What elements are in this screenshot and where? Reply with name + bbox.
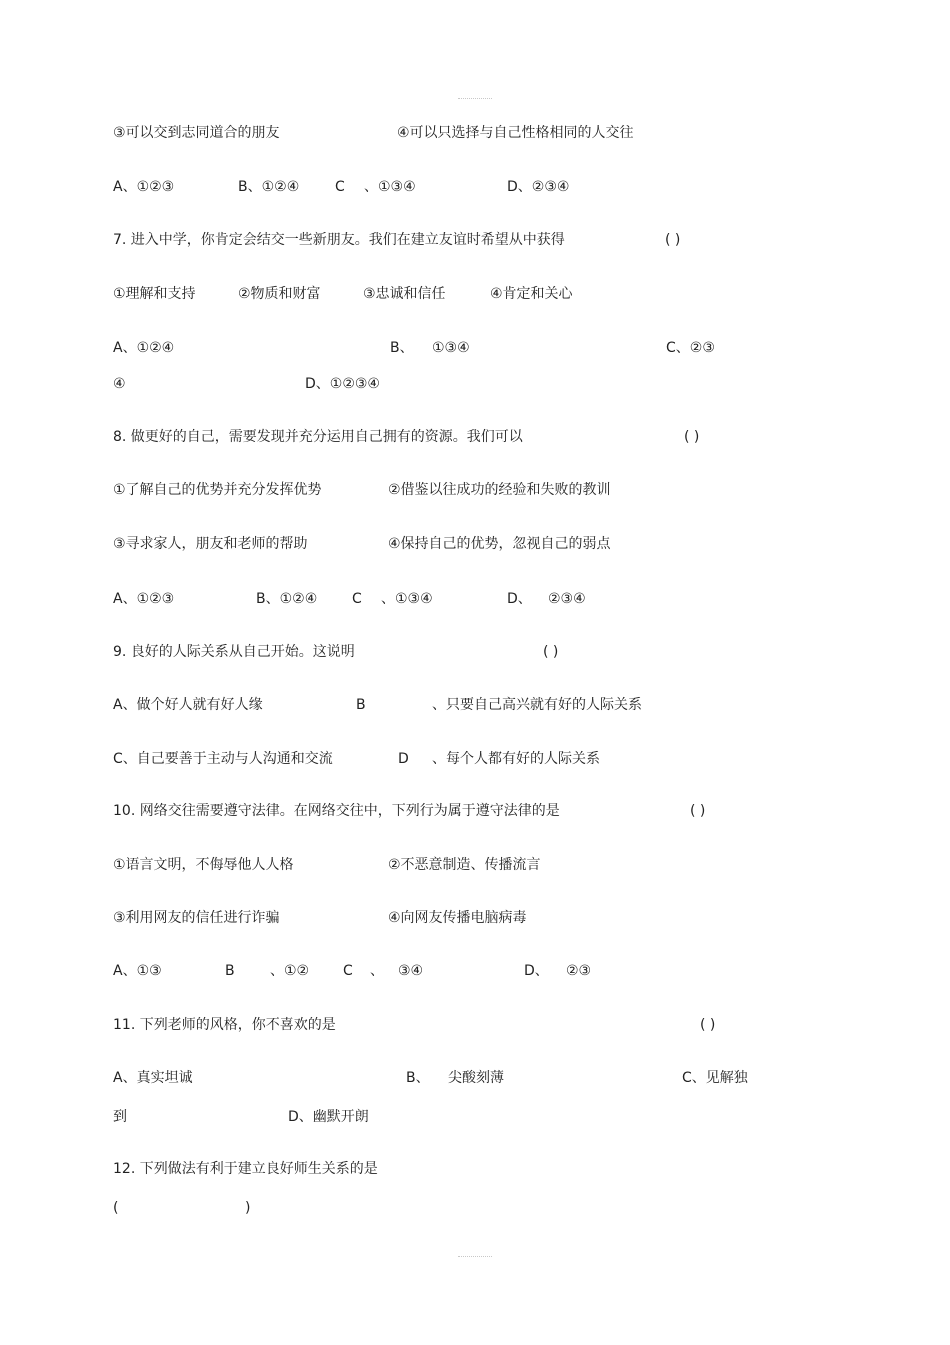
q12-paren-open: ( xyxy=(113,1200,119,1216)
q6-choice-a: A、①②③ xyxy=(113,179,175,195)
q10-option-4: ④向网友传播电脑病毒 xyxy=(388,910,527,926)
q9-choice-c: C、自己要善于主动与人沟通和交流 xyxy=(113,751,333,767)
q7-choice-d: D、①②③④ xyxy=(305,376,380,392)
q6-choice-c-text: 、①③④ xyxy=(364,179,416,195)
q10-choice-c-letter: C xyxy=(343,963,353,979)
q8-choice-c-letter: C xyxy=(352,591,362,607)
q8-option-4: ④保持自己的优势，忽视自己的弱点 xyxy=(388,536,611,552)
q8-stem: 8. 做更好的自己，需要发现并充分运用自己拥有的资源。我们可以 xyxy=(113,429,523,445)
q7-option-1: ①理解和支持 xyxy=(113,286,196,302)
q10-option-2: ②不恶意制造、传播流言 xyxy=(388,857,541,873)
q11-choice-b-letter: B、 xyxy=(406,1070,430,1086)
q7-choice-b-letter: B、 xyxy=(390,340,414,356)
q8-choice-a: A、①②③ xyxy=(113,591,175,607)
q6-choice-d: D、②③④ xyxy=(507,179,570,195)
q10-choice-c-sep: 、 xyxy=(370,963,384,979)
q7-answer-paren: ( ) xyxy=(665,232,681,248)
q8-option-1: ①了解自己的优势并充分发挥优势 xyxy=(113,482,322,498)
q11-answer-paren: ( ) xyxy=(700,1017,716,1033)
q10-choice-b-text: 、①② xyxy=(270,963,310,979)
q7-option-2: ②物质和财富 xyxy=(238,286,321,302)
q10-stem: 10. 网络交往需要遵守法律。在网络交往中，下列行为属于遵守法律的是 xyxy=(113,803,560,819)
q10-option-1: ①语言文明，不侮辱他人人格 xyxy=(113,857,294,873)
q8-option-3: ③寻求家人，朋友和老师的帮助 xyxy=(113,536,308,552)
q11-choice-c: C、见解独 xyxy=(682,1070,748,1086)
q10-choice-c-text: ③④ xyxy=(398,963,424,979)
q8-choice-b: B、①②④ xyxy=(256,591,318,607)
q9-choice-a: A、做个好人就有好人缘 xyxy=(113,697,263,713)
q9-stem: 9. 良好的人际关系从自己开始。这说明 xyxy=(113,644,355,660)
q9-answer-paren: ( ) xyxy=(543,644,559,660)
q12-stem: 12. 下列做法有利于建立良好师生关系的是 xyxy=(113,1161,378,1177)
q7-option-4: ④肯定和关心 xyxy=(490,286,573,302)
q11-choice-c-continued: 到 xyxy=(113,1109,127,1125)
q9-choice-b-text: 、只要自己高兴就有好的人际关系 xyxy=(432,697,642,713)
q8-answer-paren: ( ) xyxy=(684,429,700,445)
q11-choice-d: D、幽默开朗 xyxy=(288,1109,369,1125)
q7-choice-c-continued: ④ xyxy=(113,376,126,392)
q6-option-4: ④可以只选择与自己性格相同的人交往 xyxy=(397,125,634,141)
header-decoration xyxy=(458,98,492,99)
q10-choice-b-letter: B xyxy=(225,963,235,979)
q6-option-3: ③可以交到志同道合的朋友 xyxy=(113,125,280,141)
q10-choice-a: A、①③ xyxy=(113,963,162,979)
q8-choice-c-text: 、①③④ xyxy=(381,591,433,607)
q11-choice-b-text: 尖酸刻薄 xyxy=(448,1070,504,1086)
q6-choice-c-letter: C xyxy=(335,179,345,195)
q10-answer-paren: ( ) xyxy=(690,803,706,819)
q7-option-3: ③忠诚和信任 xyxy=(363,286,446,302)
q11-stem: 11. 下列老师的风格，你不喜欢的是 xyxy=(113,1017,336,1033)
q10-choice-d-text: ②③ xyxy=(566,963,592,979)
q11-choice-a: A、真实坦诚 xyxy=(113,1070,193,1086)
q7-choice-b-text: ①③④ xyxy=(432,340,470,356)
q8-option-2: ②借鉴以往成功的经验和失败的教训 xyxy=(388,482,611,498)
q8-choice-d-letter: D、 xyxy=(507,591,532,607)
q9-choice-b-letter: B xyxy=(356,697,366,713)
q10-option-3: ③利用网友的信任进行诈骗 xyxy=(113,910,280,926)
q7-stem: 7. 进入中学，你肯定会结交一些新朋友。我们在建立友谊时希望从中获得 xyxy=(113,232,565,248)
footer-decoration xyxy=(458,1256,492,1257)
q9-choice-d-text: 、每个人都有好的人际关系 xyxy=(432,751,600,767)
q12-paren-close: ) xyxy=(245,1200,251,1216)
q8-choice-d-text: ②③④ xyxy=(548,591,586,607)
q7-choice-a: A、①②④ xyxy=(113,340,175,356)
q9-choice-d-letter: D xyxy=(398,751,409,767)
q7-choice-c: C、②③ xyxy=(666,340,715,356)
q6-choice-b: B、①②④ xyxy=(238,179,300,195)
q10-choice-d-letter: D、 xyxy=(524,963,549,979)
